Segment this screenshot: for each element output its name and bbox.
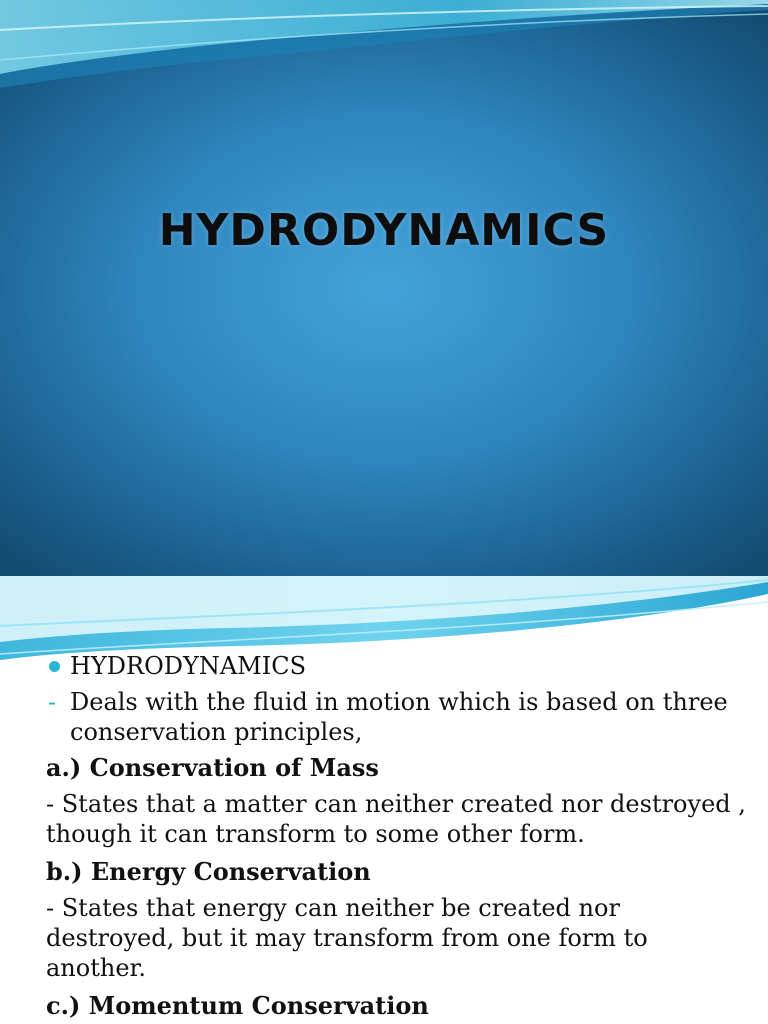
dash-item (46, 687, 746, 747)
bullet-item (46, 651, 746, 681)
section-heading-mass: a.) Conservation of Mass (46, 753, 379, 782)
dash-text: Deals with the fluid in motion which is based on three conservation principles, (70, 688, 728, 746)
section-heading-momentum: c.) Momentum Conservation (46, 991, 429, 1020)
section-heading-energy: b.) Energy Conservation (46, 857, 371, 886)
bullet-text: HYDRODYNAMICS (70, 652, 307, 680)
section-text-mass: - States that a matter can neither created nor destroyed , though it can transform to some other form. (46, 790, 746, 848)
bullet-dot-icon (49, 661, 60, 672)
content-slide (0, 576, 768, 1024)
slide-title: HYDRODYNAMICS (158, 205, 610, 256)
slide-body (46, 651, 746, 1024)
dash-icon: - (48, 688, 57, 716)
section-text-energy: - States that energy can neither be created nor destroyed, but it may transform from one form to another. (46, 894, 648, 982)
